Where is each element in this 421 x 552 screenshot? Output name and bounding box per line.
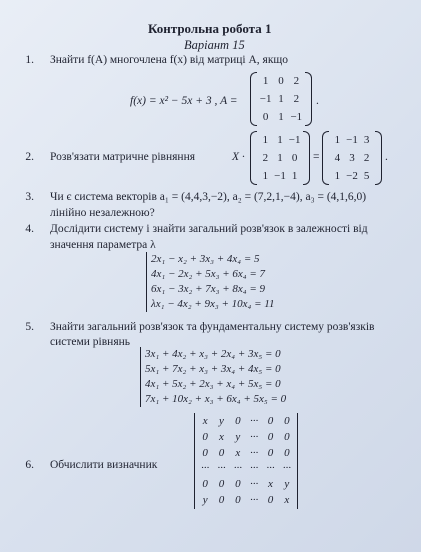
- task-4-number: 4.: [25, 223, 34, 235]
- det-cell: x: [219, 430, 224, 443]
- matrix-b: [250, 131, 310, 185]
- system-5: [140, 347, 286, 407]
- det-cell: 0: [235, 478, 241, 491]
- det-cell: ···: [250, 478, 259, 491]
- matrix-cell: 1: [277, 134, 283, 146]
- task-2-lhs: X ·: [232, 151, 245, 163]
- equation: 2x₁ − x₂ + 3x₃ + 4x₄ = 5: [151, 253, 260, 265]
- matrix-c: [322, 131, 382, 185]
- det-cell: 0: [267, 430, 274, 443]
- system-4: [146, 252, 274, 312]
- determinant: [194, 413, 298, 509]
- determinant-cells: [197, 415, 295, 507]
- task-5-text-cont: системи рівнянь: [50, 336, 131, 348]
- matrix-cell: 2: [262, 152, 269, 164]
- matrix-cell: 2: [363, 152, 370, 164]
- matrix-cell: 3: [349, 152, 355, 164]
- matrix-a: [250, 72, 312, 126]
- matrix-b-cells: [258, 133, 302, 183]
- det-cell: ···: [250, 446, 259, 459]
- task-1-period: .: [316, 95, 319, 107]
- det-cell: 0: [235, 415, 241, 427]
- det-cell: 0: [202, 446, 208, 459]
- det-cell: x: [202, 415, 208, 427]
- det-cell: ···: [282, 462, 291, 475]
- matrix-cell: −1: [259, 93, 272, 105]
- task-4-text: Дослідити систему і знайти загальний розв'язок в залежності від: [50, 223, 368, 235]
- matrix-cell: 0: [278, 75, 284, 87]
- det-cell: ···: [250, 415, 259, 427]
- task-2-number: 2.: [25, 151, 34, 163]
- matrix-cell: 1: [334, 170, 341, 182]
- task-2-equals: =: [313, 151, 320, 163]
- matrix-cell: 1: [262, 170, 269, 182]
- matrix-cell: 0: [262, 111, 269, 123]
- task-5-text: Знайти загальний розв'язок та фундаментальну систему розв'язків: [50, 321, 375, 333]
- det-cell: 0: [218, 446, 225, 459]
- det-cell: 0: [267, 415, 274, 427]
- det-cell: 0: [202, 430, 208, 443]
- matrix-cell: 1: [277, 152, 283, 164]
- matrix-cell: 1: [278, 111, 284, 123]
- det-cell: ···: [217, 462, 226, 475]
- det-cell: ···: [266, 462, 275, 475]
- det-cell: 0: [284, 446, 290, 459]
- matrix-cell: −1: [274, 170, 286, 182]
- matrix-cell: −1: [290, 111, 303, 123]
- task-6-number: 6.: [25, 459, 34, 471]
- det-cell: ···: [233, 462, 242, 475]
- variant-label: Варіант 15: [184, 38, 245, 52]
- det-cell: 0: [267, 446, 274, 459]
- matrix-cell: 1: [334, 134, 341, 146]
- equation: 5x₁ + 7x₂ + x₃ + 3x₄ + 4x₅ = 0: [145, 363, 281, 375]
- task-1-text: Знайти f(A) многочлена f(x) від матриці A, якщо: [50, 54, 289, 66]
- matrix-cell: −1: [346, 134, 358, 146]
- det-cell: ···: [250, 430, 259, 443]
- det-cell: x: [268, 478, 273, 491]
- det-cell: 0: [284, 415, 290, 427]
- det-cell: y: [202, 493, 208, 506]
- det-cell: x: [284, 493, 290, 506]
- task-5-number: 5.: [25, 321, 34, 333]
- det-cell: 0: [284, 430, 290, 443]
- task-3-text-cont: лінійно незалежною?: [50, 207, 155, 219]
- equation: 7x₁ + 10x₂ + x₃ + 6x₄ + 5x₅ = 0: [145, 393, 287, 405]
- det-cell: ···: [250, 493, 259, 506]
- matrix-cell: 2: [293, 93, 300, 105]
- task-3-text: Чи є система векторів a₁ = (4,4,3,−2), a₂ = (7,2,1,−4), a₃ = (4,1,6,0): [50, 191, 367, 203]
- task-3-number: 3.: [25, 191, 34, 203]
- matrix-cell: 0: [291, 152, 298, 164]
- det-cell: 0: [218, 493, 225, 506]
- task-1-number: 1.: [25, 54, 34, 66]
- matrix-c-cells: [330, 133, 374, 183]
- det-cell: y: [235, 430, 241, 443]
- equation: 4x₁ − 2x₂ + 5x₃ + 6x₄ = 7: [151, 268, 266, 280]
- matrix-cell: 1: [262, 134, 269, 146]
- matrix-cell: 1: [291, 170, 298, 182]
- matrix-cell: −2: [346, 170, 358, 182]
- matrix-cell: 3: [363, 134, 370, 146]
- matrix-a-cells: [258, 74, 304, 124]
- equation: 3x₁ + 4x₂ + x₃ + 2x₄ + 3x₅ = 0: [145, 348, 281, 360]
- equation: 6x₁ − 3x₂ + 7x₃ + 8x₄ = 9: [151, 283, 266, 295]
- task-1-formula: f(x) = x² − 5x + 3 , A =: [130, 95, 238, 107]
- matrix-cell: 4: [334, 152, 341, 164]
- det-cell: ···: [201, 462, 210, 475]
- det-cell: 0: [202, 478, 208, 491]
- task-4-text-cont: значення параметра λ: [50, 239, 156, 251]
- matrix-cell: −1: [288, 134, 301, 146]
- det-cell: 0: [235, 493, 241, 506]
- matrix-cell: 5: [363, 170, 370, 182]
- equation: λx₁ − 4x₂ + 9x₃ + 10x₄ = 11: [151, 298, 275, 310]
- task-6-text: Обчислити визначник: [50, 459, 158, 471]
- matrix-cell: 1: [278, 93, 284, 105]
- det-cell: x: [235, 446, 241, 459]
- det-cell: ···: [250, 462, 259, 475]
- matrix-cell: 1: [262, 75, 269, 87]
- det-cell: y: [219, 415, 224, 427]
- equation: 4x₁ + 5x₂ + 2x₃ + x₄ + 5x₅ = 0: [145, 378, 281, 390]
- matrix-cell: 2: [293, 75, 300, 87]
- det-cell: 0: [267, 493, 274, 506]
- task-2-text: Розв'язати матричне рівняння: [50, 151, 196, 163]
- page-title: Контрольна робота 1: [148, 21, 272, 36]
- det-cell: 0: [218, 478, 225, 491]
- det-cell: y: [284, 478, 290, 491]
- task-2-period: .: [385, 151, 388, 163]
